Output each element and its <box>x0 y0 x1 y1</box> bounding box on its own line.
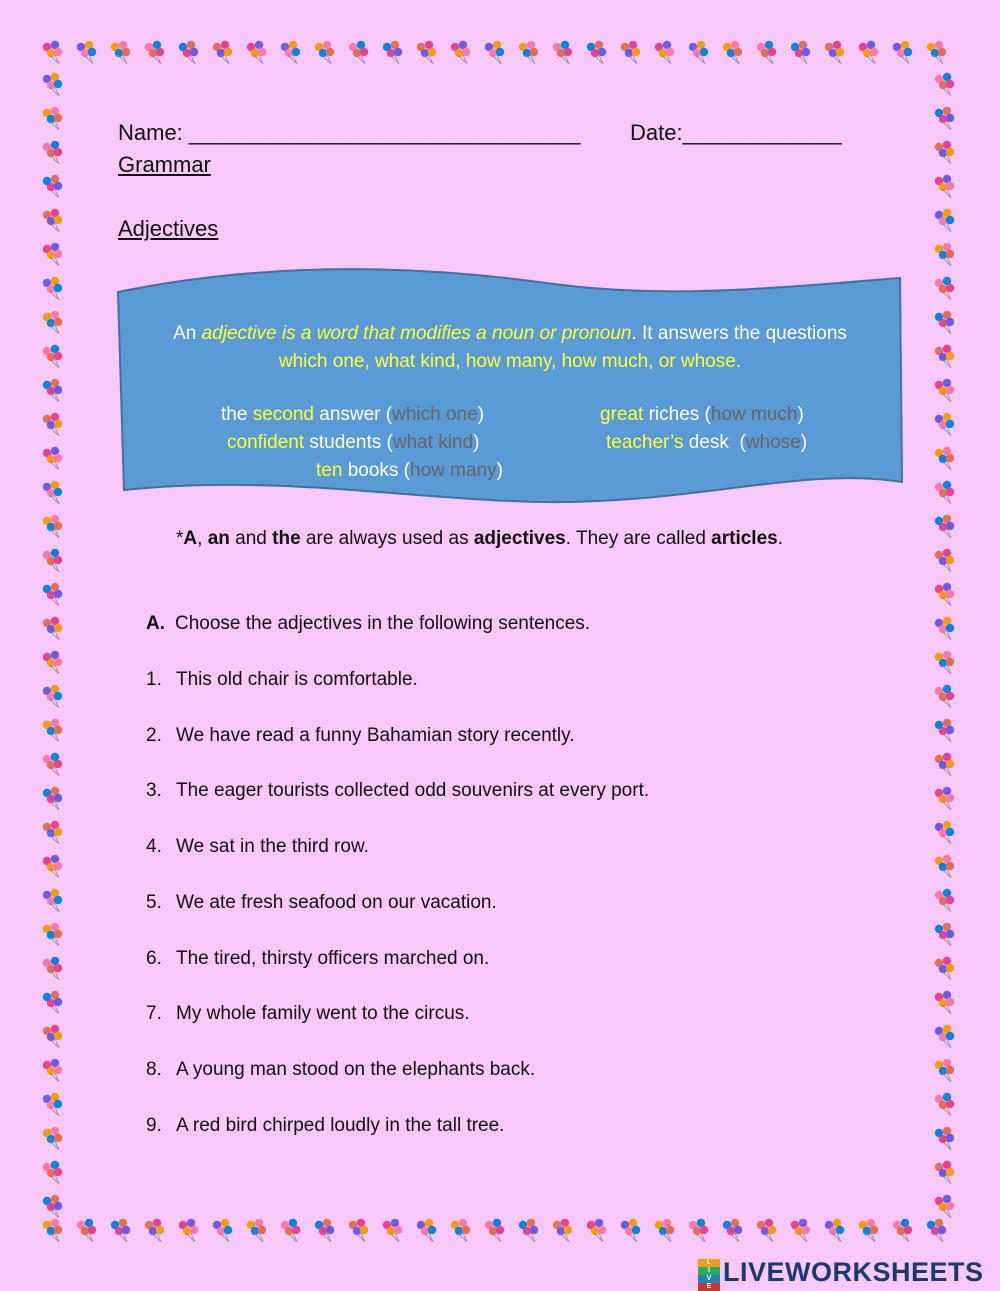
balloon-cluster-icon <box>723 1219 742 1242</box>
balloon-cluster-icon <box>791 41 810 64</box>
balloon-cluster-icon <box>935 685 954 708</box>
balloon-cluster-icon <box>43 175 62 198</box>
balloon-cluster-icon <box>553 41 572 64</box>
balloon-cluster-icon <box>43 73 62 96</box>
balloon-cluster-icon <box>43 821 62 844</box>
balloon-cluster-icon <box>935 481 954 504</box>
balloon-cluster-icon <box>859 1219 878 1242</box>
balloon-cluster-icon <box>935 991 954 1014</box>
sentence-item[interactable]: 5. We ate fresh seafood on our vacation. <box>146 892 497 913</box>
balloon-cluster-icon <box>825 41 844 64</box>
balloon-cluster-icon <box>43 787 62 810</box>
balloon-cluster-icon <box>213 1219 232 1242</box>
balloon-cluster-icon <box>43 141 62 164</box>
balloon-cluster-icon <box>43 651 62 674</box>
balloon-cluster-icon <box>655 41 674 64</box>
balloon-cluster-icon <box>553 1219 572 1242</box>
liveworksheets-logo[interactable] <box>698 1256 984 1290</box>
balloon-border-right <box>928 38 962 1248</box>
balloon-cluster-icon <box>791 1219 810 1242</box>
balloon-cluster-icon <box>43 447 62 470</box>
balloon-cluster-icon <box>145 1219 164 1242</box>
balloon-cluster-icon <box>451 1219 470 1242</box>
logo-text: LIVEWORKSHEETS <box>723 1256 984 1287</box>
balloon-cluster-icon <box>77 1219 96 1242</box>
example-second-answer: the second answer (which one) <box>221 404 485 425</box>
balloon-cluster-icon <box>519 1219 538 1242</box>
balloon-cluster-icon <box>935 719 954 742</box>
balloon-cluster-icon <box>519 41 538 64</box>
balloon-cluster-icon <box>43 1161 62 1184</box>
name-field[interactable] <box>118 120 580 146</box>
balloon-cluster-icon <box>689 41 708 64</box>
balloon-cluster-icon <box>247 41 266 64</box>
balloon-cluster-icon <box>43 1059 62 1082</box>
balloon-cluster-icon <box>935 855 954 878</box>
worksheet-page <box>70 68 928 1214</box>
sentence-item[interactable]: 8. A young man stood on the elephants back. <box>146 1059 536 1080</box>
balloon-border-bottom <box>38 1214 962 1248</box>
example-teachers-desk: teacher’s desk (whose) <box>606 432 808 453</box>
balloon-cluster-icon <box>111 41 130 64</box>
balloon-cluster-icon <box>43 277 62 300</box>
definition-text <box>114 320 906 376</box>
banner-shape <box>114 268 906 518</box>
balloon-cluster-icon <box>349 41 368 64</box>
date-label: Date: <box>630 120 683 145</box>
balloon-cluster-icon <box>621 41 640 64</box>
balloon-cluster-icon <box>43 413 62 436</box>
balloon-cluster-icon <box>43 1127 62 1150</box>
name-blank[interactable]: ________________________________ <box>188 120 581 145</box>
name-label: Name: <box>118 120 183 145</box>
balloon-border-left <box>38 38 70 1248</box>
balloon-cluster-icon <box>43 685 62 708</box>
balloon-cluster-icon <box>935 957 954 980</box>
balloon-cluster-icon <box>417 41 436 64</box>
sentence-item[interactable]: 7. My whole family went to the circus. <box>146 1003 470 1024</box>
sentence-item[interactable]: 9. A red bird chirped loudly in the tall tree. <box>146 1115 505 1136</box>
definition-highlight: adjective is a word that modifies a noun or pronoun <box>201 323 632 344</box>
balloon-cluster-icon <box>43 923 62 946</box>
balloon-cluster-icon <box>935 1195 954 1218</box>
balloon-cluster-icon <box>145 41 164 64</box>
balloon-cluster-icon <box>77 41 96 64</box>
sentence-item[interactable]: 1. This old chair is comfortable. <box>146 669 418 690</box>
balloon-cluster-icon <box>43 957 62 980</box>
balloon-cluster-icon <box>935 107 954 130</box>
balloon-cluster-icon <box>43 549 62 572</box>
balloon-cluster-icon <box>723 41 742 64</box>
balloon-cluster-icon <box>935 1025 954 1048</box>
balloon-cluster-icon <box>43 583 62 606</box>
balloon-cluster-icon <box>43 855 62 878</box>
example-ten-books: ten books (how many) <box>316 460 503 481</box>
balloon-cluster-icon <box>893 1219 912 1242</box>
exercise-instruction <box>146 613 590 635</box>
instruction-text: Choose the adjectives in the following sentences. <box>175 613 591 634</box>
balloon-cluster-icon <box>281 1219 300 1242</box>
balloon-cluster-icon <box>935 753 954 776</box>
balloon-cluster-icon <box>935 73 954 96</box>
balloon-cluster-icon <box>43 209 62 232</box>
balloon-cluster-icon <box>111 1219 130 1242</box>
sentence-item[interactable]: 2. We have read a funny Bahamian story recently. <box>146 725 575 746</box>
sentence-item[interactable]: 4. We sat in the third row. <box>146 836 369 857</box>
balloon-cluster-icon <box>587 1219 606 1242</box>
balloon-cluster-icon <box>281 41 300 64</box>
balloon-cluster-icon <box>587 41 606 64</box>
definition-end: . <box>735 351 742 372</box>
balloon-cluster-icon <box>43 889 62 912</box>
example-great-riches: great riches (how much) <box>600 404 804 425</box>
balloon-cluster-icon <box>935 277 954 300</box>
sentence-item[interactable]: 6. The tired, thirsty officers marched on. <box>146 948 490 969</box>
balloon-cluster-icon <box>43 107 62 130</box>
balloon-cluster-icon <box>43 1025 62 1048</box>
balloon-cluster-icon <box>43 515 62 538</box>
balloon-cluster-icon <box>43 243 62 266</box>
adjectives-heading: Adjectives <box>118 216 219 241</box>
balloon-cluster-icon <box>43 345 62 368</box>
definition-questions: which one, what kind, how many, how much, or whose <box>278 351 736 372</box>
balloon-cluster-icon <box>825 1219 844 1242</box>
balloon-cluster-icon <box>935 1127 954 1150</box>
exercise-letter: A. <box>146 613 165 634</box>
balloon-cluster-icon <box>935 175 954 198</box>
balloon-cluster-icon <box>43 1195 62 1218</box>
balloon-cluster-icon <box>43 1093 62 1116</box>
balloon-cluster-icon <box>935 821 954 844</box>
balloon-cluster-icon <box>935 787 954 810</box>
balloon-cluster-icon <box>935 651 954 674</box>
balloon-cluster-icon <box>179 41 198 64</box>
balloon-cluster-icon <box>935 1161 954 1184</box>
balloon-cluster-icon <box>43 753 62 776</box>
example-confident-students: confident students (what kind) <box>227 432 480 453</box>
balloon-cluster-icon <box>349 1219 368 1242</box>
balloon-cluster-icon <box>451 41 470 64</box>
grammar-heading: Grammar <box>118 152 211 177</box>
balloon-cluster-icon <box>485 41 504 64</box>
balloon-cluster-icon <box>43 379 62 402</box>
balloon-cluster-icon <box>935 379 954 402</box>
balloon-cluster-icon <box>935 923 954 946</box>
balloon-cluster-icon <box>757 41 776 64</box>
balloon-cluster-icon <box>935 617 954 640</box>
balloon-cluster-icon <box>247 1219 266 1242</box>
balloon-cluster-icon <box>43 311 62 334</box>
balloon-cluster-icon <box>935 243 954 266</box>
balloon-cluster-icon <box>179 1219 198 1242</box>
balloon-cluster-icon <box>43 617 62 640</box>
balloon-cluster-icon <box>935 583 954 606</box>
balloon-cluster-icon <box>485 1219 504 1242</box>
sentence-item[interactable]: 3. The eager tourists collected odd souvenirs at every port. <box>146 780 650 801</box>
definition-part2: . It answers the questions <box>631 323 847 344</box>
balloon-cluster-icon <box>935 889 954 912</box>
balloon-cluster-icon <box>43 481 62 504</box>
balloon-cluster-icon <box>935 447 954 470</box>
balloon-cluster-icon <box>689 1219 708 1242</box>
date-blank[interactable]: _____________ <box>682 120 842 145</box>
balloon-cluster-icon <box>315 1219 334 1242</box>
balloon-cluster-icon <box>935 413 954 436</box>
balloon-cluster-icon <box>935 549 954 572</box>
balloon-cluster-icon <box>935 515 954 538</box>
balloon-cluster-icon <box>621 1219 640 1242</box>
balloon-cluster-icon <box>935 209 954 232</box>
logo-mark-icon: L I V E <box>698 1259 720 1285</box>
balloon-cluster-icon <box>315 41 334 64</box>
definition-banner <box>114 268 906 518</box>
balloon-border-top <box>38 38 962 68</box>
balloon-cluster-icon <box>935 1093 954 1116</box>
balloon-cluster-icon <box>43 991 62 1014</box>
balloon-cluster-icon <box>655 1219 674 1242</box>
balloon-cluster-icon <box>213 41 232 64</box>
date-field[interactable] <box>630 120 842 146</box>
balloon-cluster-icon <box>935 141 954 164</box>
balloon-cluster-icon <box>383 1219 402 1242</box>
balloon-cluster-icon <box>935 345 954 368</box>
definition-part1: An <box>173 323 202 344</box>
balloon-cluster-icon <box>893 41 912 64</box>
balloon-cluster-icon <box>935 1059 954 1082</box>
balloon-cluster-icon <box>859 41 878 64</box>
balloon-cluster-icon <box>383 41 402 64</box>
balloon-cluster-icon <box>935 311 954 334</box>
articles-note: *A, an and the are always used as adjectives. They are called articles. <box>176 528 783 549</box>
balloon-cluster-icon <box>417 1219 436 1242</box>
balloon-cluster-icon <box>43 719 62 742</box>
balloon-cluster-icon <box>757 1219 776 1242</box>
